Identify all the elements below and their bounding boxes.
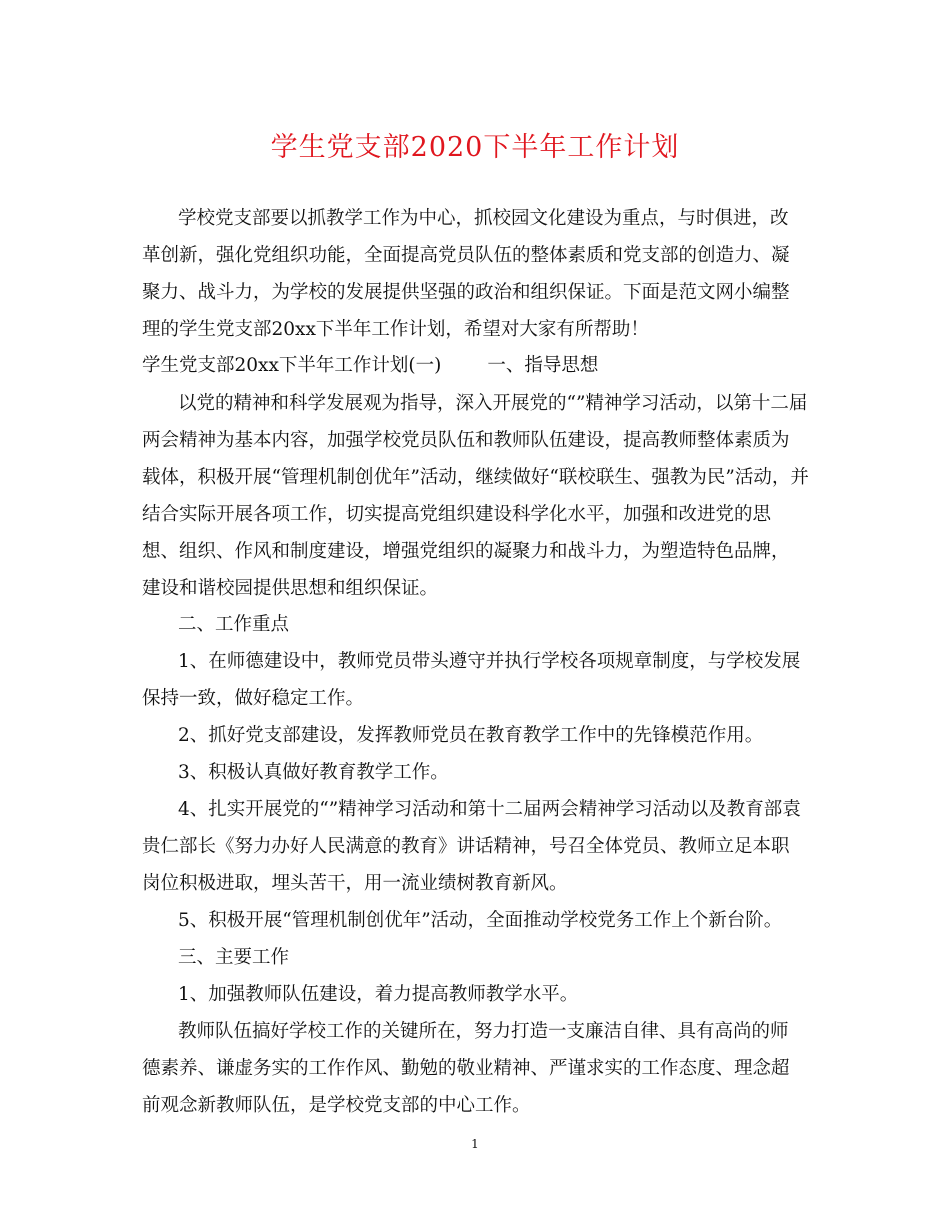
paragraph-line: 载体，积极开展“管理机制创优年”活动，继续做好“联校联生、强教为民”活动，并 [142,467,809,488]
paragraph-line: 教师队伍搞好学校工作的关键所在，努力打造一支廉洁自律、具有高尚的师 [178,1021,789,1042]
section-heading: 三、主要工作 [178,947,290,968]
paragraph-line: 1、加强教师队伍建设，着力提高教师教学水平。 [178,984,579,1005]
paragraph-line: 2、抓好党支部建设，发挥教师党员在教育教学工作中的先锋模范作用。 [178,725,764,746]
paragraph-line: 德素养、谦虚务实的工作作风、勤勉的敬业精神、严谨求实的工作态度、理念超 [142,1058,790,1079]
section-heading: 二、工作重点 [178,614,290,635]
document-title: 学生党支部2020下半年工作计划 [270,132,680,163]
paragraph-line: 聚力、战斗力，为学校的发展提供坚强的政治和组织保证。下面是范文网小编整 [142,282,790,303]
paragraph-line: 建设和谐校园提供思想和组织保证。 [142,578,439,599]
paragraph-line: 理的学生党支部20xx下半年工作计划，希望对大家有所帮助！ [142,319,649,340]
paragraph-line: 以党的精神和科学发展观为指导，深入开展党的“”精神学习活动，以第十二届 [178,393,808,414]
plan-heading-line [142,354,832,378]
page-number: 1 [471,1137,479,1151]
paragraph-line: 岗位积极进取，埋头苦干，用一流业绩树教育新风。 [142,873,568,894]
paragraph-line: 前观念新教师队伍，是学校党支部的中心工作。 [142,1095,531,1116]
paragraph-line: 想、组织、作风和制度建设，增强党组织的凝聚力和战斗力，为塑造特色品牌， [142,541,790,562]
paragraph-line: 革创新，强化党组织功能，全面提高党员队伍的整体素质和党支部的创造力、凝 [142,245,790,266]
paragraph-line: 结合实际开展各项工作，切实提高党组织建设科学化水平，加强和改进党的思 [142,504,772,525]
section-heading-guidance: 一、指导思想 [487,355,599,376]
paragraph-line: 1、在师德建设中，教师党员带头遵守并执行学校各项规章制度，与学校发展 [178,651,801,672]
paragraph-line: 两会精神为基本内容，加强学校党员队伍和教师队伍建设，提高教师整体素质为 [142,430,790,451]
paragraph-line: 3、积极认真做好教育教学工作。 [178,762,449,783]
paragraph-line: 4、扎实开展党的“”精神学习活动和第十二届两会精神学习活动以及教育部袁 [178,799,801,820]
paragraph-line: 5、积极开展“管理机制创优年”活动，全面推动学校党务工作上个新台阶。 [178,910,783,931]
paragraph-line: 贵仁部长《努力办好人民满意的教育》讲话精神，号召全体党员、教师立足本职 [142,836,790,857]
plan-subtitle: 学生党支部20xx下半年工作计划(一) [142,355,442,376]
paragraph-line: 学校党支部要以抓教学工作为中心，抓校园文化建设为重点，与时俱进，改 [178,208,789,229]
paragraph-line: 保持一致，做好稳定工作。 [142,688,365,709]
